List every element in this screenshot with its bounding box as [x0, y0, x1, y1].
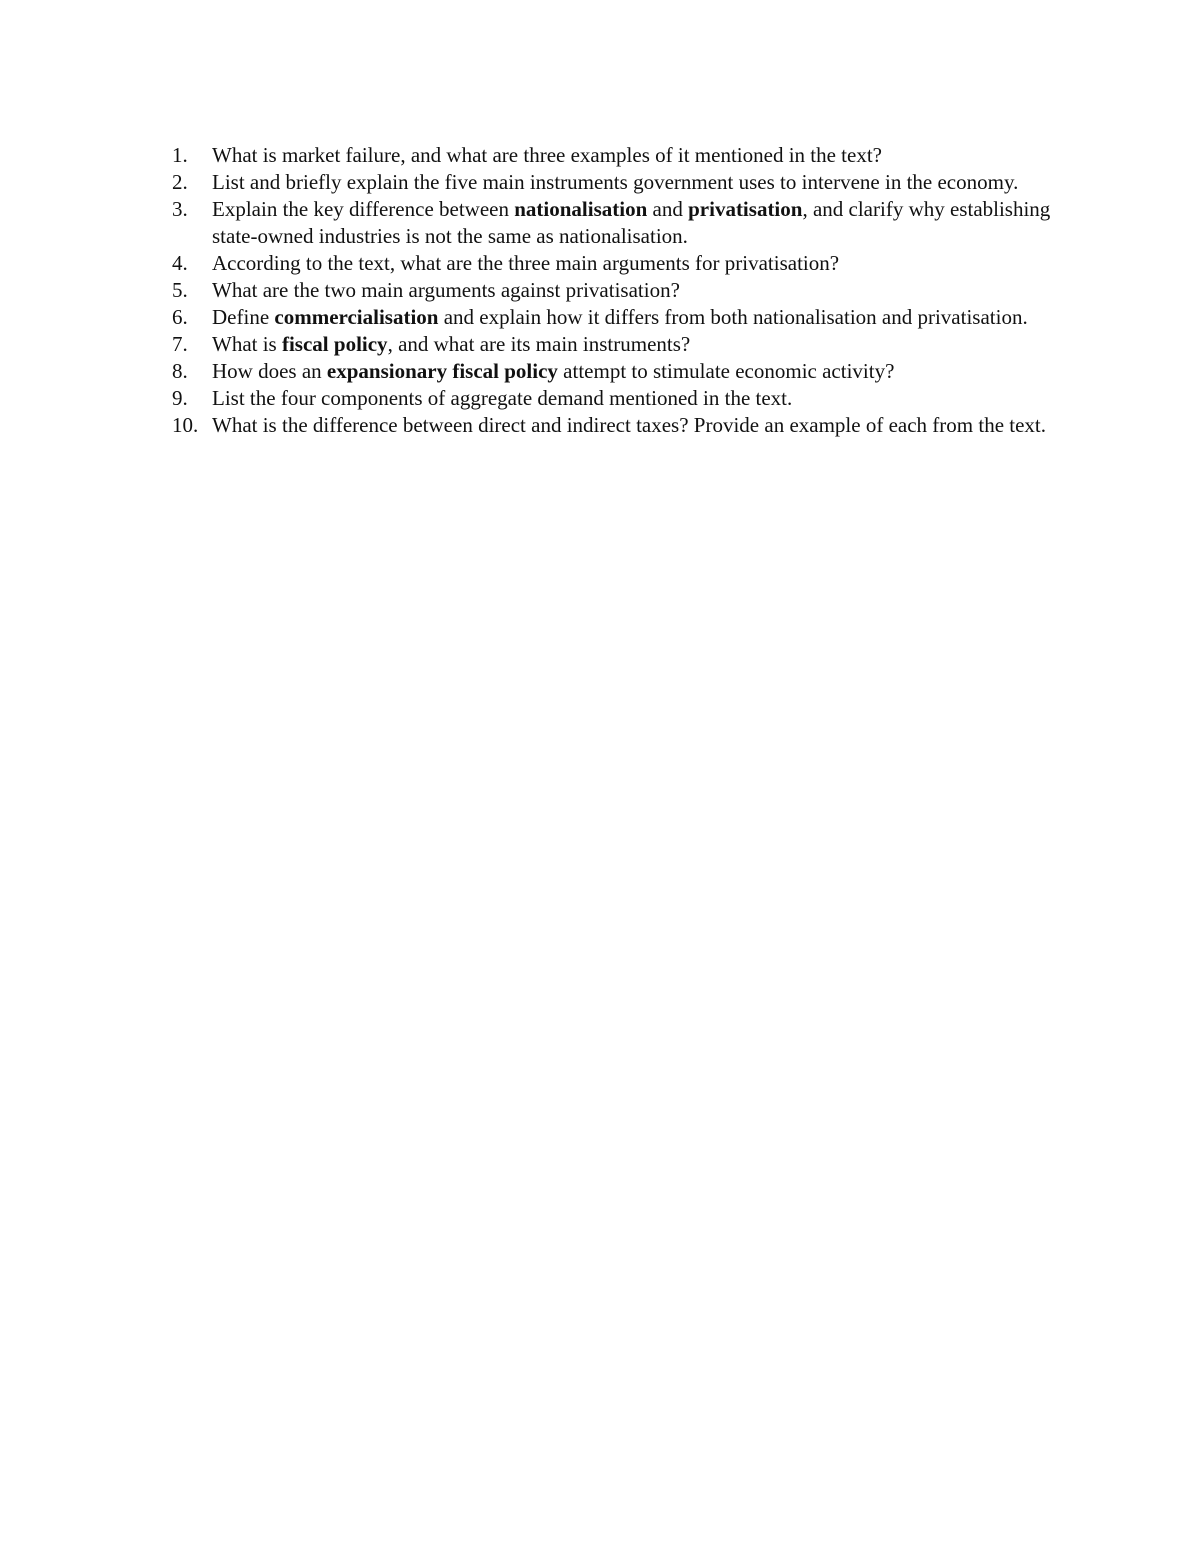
- question-text-segment: attempt to stimulate economic activity?: [557, 359, 895, 383]
- question-text: [212, 197, 1050, 248]
- key-term: expansionary fiscal policy: [326, 359, 558, 383]
- question-number: 10.: [172, 413, 199, 437]
- question-number: 9.: [172, 386, 188, 410]
- question-text: [212, 143, 882, 167]
- question-number: 7.: [172, 332, 188, 356]
- question-text-segment: What are the two main arguments against privatisation?: [212, 278, 680, 302]
- question-text-segment: How does an: [212, 359, 327, 383]
- question-text-segment: Explain the key difference between: [212, 197, 515, 221]
- key-term: nationalisation: [514, 197, 648, 221]
- question-item: [172, 277, 1052, 304]
- question-text-segment: List the four components of aggregate demand mentioned in the text.: [212, 386, 793, 410]
- question-number: 6.: [172, 305, 188, 329]
- question-number: 5.: [172, 278, 188, 302]
- question-item: [172, 358, 1052, 385]
- question-item: [172, 142, 1052, 169]
- question-text: [212, 305, 1028, 329]
- question-item: [172, 331, 1052, 358]
- question-text-segment: What is the difference between direct and indirect taxes? Provide an example of each from the text.: [212, 413, 1047, 437]
- question-text: [212, 413, 1046, 437]
- question-list: [172, 142, 1052, 439]
- key-term: fiscal policy: [281, 332, 388, 356]
- question-number: 1.: [172, 143, 188, 167]
- question-text: [212, 359, 894, 383]
- question-text-segment: and explain how it differs from both nationalisation and privatisation.: [438, 305, 1028, 329]
- question-text: [212, 278, 680, 302]
- question-text-segment: What is: [212, 332, 282, 356]
- question-number: 4.: [172, 251, 188, 275]
- question-text-segment: Define: [212, 305, 275, 329]
- question-text: [212, 170, 1018, 194]
- question-text: [212, 386, 792, 410]
- question-item: [172, 169, 1052, 196]
- question-number: 8.: [172, 359, 188, 383]
- question-text-segment: List and briefly explain the five main instruments government uses to intervene in the economy.: [212, 170, 1019, 194]
- key-term: privatisation: [688, 197, 803, 221]
- question-text-segment: What is market failure, and what are three examples of it mentioned in the text?: [212, 143, 882, 167]
- question-text: [212, 332, 690, 356]
- key-term: commercialisation: [274, 305, 439, 329]
- question-item: [172, 196, 1052, 250]
- question-number: 3.: [172, 197, 188, 221]
- question-item: [172, 304, 1052, 331]
- question-number: 2.: [172, 170, 188, 194]
- question-text: [212, 251, 839, 275]
- question-item: [172, 385, 1052, 412]
- question-text-segment: and: [647, 197, 689, 221]
- question-text-segment: , and what are its main instruments?: [387, 332, 691, 356]
- question-item: [172, 250, 1052, 277]
- question-item: [172, 412, 1052, 439]
- question-text-segment: , and clarify why establishing state-owned industries is not the same as nationalisation.: [212, 197, 1051, 248]
- question-text-segment: According to the text, what are the three main arguments for privatisation?: [212, 251, 840, 275]
